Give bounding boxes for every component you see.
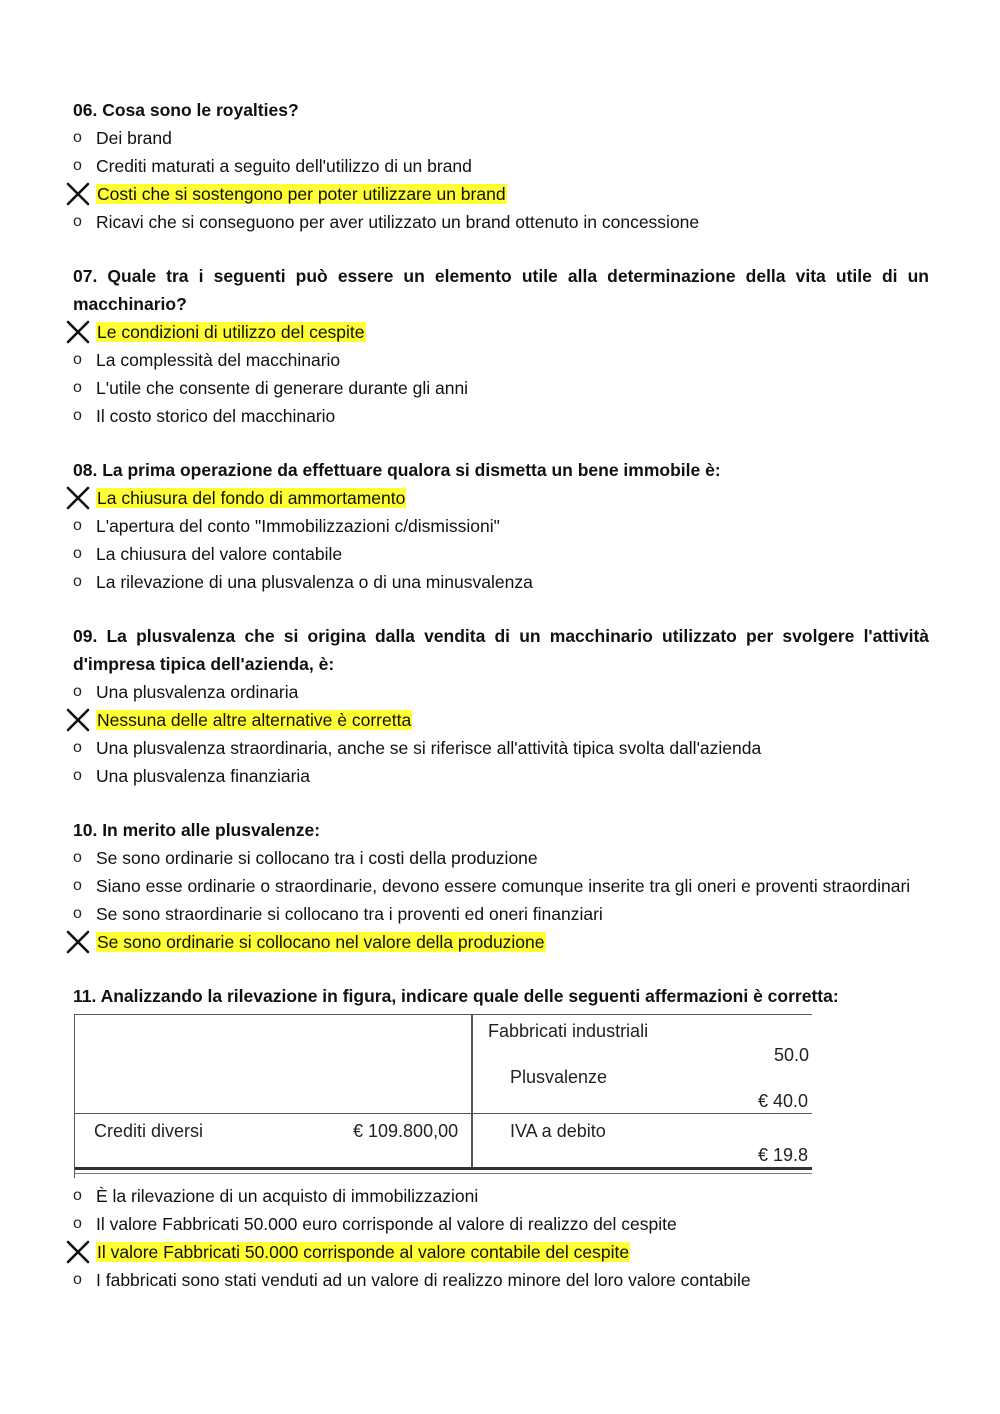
question-09 xyxy=(73,622,929,790)
answer-options xyxy=(73,124,929,236)
answer-text: Il costo storico del macchinario xyxy=(96,406,336,426)
question-title: 10. In merito alle plusvalenze: xyxy=(73,820,321,840)
answer-options xyxy=(73,678,929,790)
question-title: 07. Quale tra i seguenti può essere un elemento utile alla determinazione della vita utile di un macchinario? xyxy=(73,266,929,314)
answer-option-selected[interactable] xyxy=(73,484,929,512)
radio-bullet-icon: o xyxy=(73,545,82,562)
radio-bullet-icon: o xyxy=(73,517,82,534)
answer-option[interactable] xyxy=(73,152,929,180)
answer-text: La complessità del macchinario xyxy=(96,350,341,370)
question-title: 06. Cosa sono le royalties? xyxy=(73,100,299,120)
answer-option[interactable] xyxy=(73,568,929,596)
answer-text: Nessuna delle altre alternative è corretta xyxy=(97,710,412,730)
figure-bottom-rule xyxy=(75,1167,812,1170)
cross-mark-icon xyxy=(65,319,91,345)
radio-bullet-icon: o xyxy=(73,905,82,922)
answer-text: I fabbricati sono stati venduti ad un valore di realizzo minore del loro valore contabile xyxy=(96,1270,751,1290)
radio-bullet-icon: o xyxy=(73,129,82,146)
radio-bullet-icon: o xyxy=(73,877,82,894)
cross-mark-icon xyxy=(65,929,91,955)
answer-option[interactable] xyxy=(73,540,929,568)
cross-mark-icon xyxy=(65,181,91,207)
figure-divider-vertical xyxy=(471,1015,473,1167)
question-07 xyxy=(73,262,929,430)
answer-option[interactable] xyxy=(73,678,929,706)
answer-option[interactable] xyxy=(73,208,929,236)
account-label-plusvalenze: Plusvalenze xyxy=(510,1067,608,1087)
answer-text: Ricavi che si conseguono per aver utilizzato un brand ottenuto in concessione xyxy=(96,212,700,232)
account-label-iva: IVA a debito xyxy=(510,1121,606,1141)
answer-option-selected[interactable] xyxy=(73,318,929,346)
figure-bottom-rule-thin xyxy=(75,1173,812,1174)
radio-bullet-icon: o xyxy=(73,213,82,230)
answer-options xyxy=(73,844,929,956)
answer-options xyxy=(73,484,929,596)
question-title: 11. Analizzando la rilevazione in figura, indicare quale delle seguenti affermazioni è corretta: xyxy=(73,986,839,1006)
cross-mark-icon xyxy=(65,707,91,733)
answer-text: La chiusura del valore contabile xyxy=(96,544,343,564)
quiz-page xyxy=(73,96,929,1320)
radio-bullet-icon: o xyxy=(73,767,82,784)
radio-bullet-icon: o xyxy=(73,683,82,700)
answer-option[interactable] xyxy=(73,762,929,790)
answer-option-selected[interactable] xyxy=(73,1238,929,1266)
answer-option[interactable] xyxy=(73,734,929,762)
answer-text: È la rilevazione di un acquisto di immobilizzazioni xyxy=(96,1186,479,1206)
answer-text: Una plusvalenza straordinaria, anche se si riferisce all'attività tipica svolta dall'azienda xyxy=(96,738,762,758)
answer-text: Dei brand xyxy=(96,128,172,148)
answer-options xyxy=(73,1182,929,1294)
answer-text: Se sono ordinarie si collocano nel valore della produzione xyxy=(97,932,545,952)
answer-option-selected[interactable] xyxy=(73,928,929,956)
question-06 xyxy=(73,96,929,236)
account-value-crediti: € 109.800,00 xyxy=(353,1121,459,1141)
answer-option-selected[interactable] xyxy=(73,180,929,208)
answer-text: Siano esse ordinarie o straordinarie, devono essere comunque inserite tra gli oneri e proventi straordinari xyxy=(96,876,911,896)
answer-text: Costi che si sostengono per poter utilizzare un brand xyxy=(97,184,506,204)
account-value-fabbricati: 50.0 xyxy=(774,1045,810,1065)
question-08 xyxy=(73,456,929,596)
radio-bullet-icon: o xyxy=(73,351,82,368)
answer-text: L'apertura del conto "Immobilizzazioni c/dismissioni" xyxy=(96,516,500,536)
question-11 xyxy=(73,982,929,1294)
answer-text: Il valore Fabbricati 50.000 corrisponde al valore contabile del cespite xyxy=(97,1242,630,1262)
cross-mark-icon xyxy=(65,485,91,511)
answer-text: Una plusvalenza finanziaria xyxy=(96,766,311,786)
radio-bullet-icon: o xyxy=(73,849,82,866)
answer-text: L'utile che consente di generare durante gli anni xyxy=(96,378,469,398)
answer-options xyxy=(73,318,929,430)
answer-text: La chiusura del fondo di ammortamento xyxy=(97,488,406,508)
radio-bullet-icon: o xyxy=(73,157,82,174)
answer-option[interactable] xyxy=(73,346,929,374)
answer-text: La rilevazione di una plusvalenza o di una minusvalenza xyxy=(96,572,533,592)
radio-bullet-icon: o xyxy=(73,1187,82,1204)
figure-divider-horizontal xyxy=(75,1113,812,1114)
account-label-crediti: Crediti diversi xyxy=(94,1121,204,1141)
account-value-iva: € 19.8 xyxy=(758,1145,809,1165)
radio-bullet-icon: o xyxy=(73,379,82,396)
cross-mark-icon xyxy=(65,1239,91,1265)
answer-text: Se sono ordinarie si collocano tra i costi della produzione xyxy=(96,848,538,868)
answer-option[interactable] xyxy=(73,124,929,152)
answer-option[interactable] xyxy=(73,844,929,872)
radio-bullet-icon: o xyxy=(73,573,82,590)
answer-option[interactable] xyxy=(73,374,929,402)
answer-text: Se sono straordinarie si collocano tra i proventi ed oneri finanziari xyxy=(96,904,603,924)
answer-option[interactable] xyxy=(73,1266,929,1294)
answer-option-selected[interactable] xyxy=(73,706,929,734)
answer-text: Le condizioni di utilizzo del cespite xyxy=(97,322,365,342)
radio-bullet-icon: o xyxy=(73,1215,82,1232)
answer-option[interactable] xyxy=(73,512,929,540)
account-value-plusvalenze: € 40.0 xyxy=(758,1091,809,1111)
answer-option[interactable] xyxy=(73,900,929,928)
question-title: 08. La prima operazione da effettuare qualora si dismetta un bene immobile è: xyxy=(73,460,721,480)
answer-option[interactable] xyxy=(73,402,929,430)
question-title: 09. La plusvalenza che si origina dalla vendita di un macchinario utilizzato per svolgere l'attività d'impresa tipica dell'azienda, è: xyxy=(73,626,929,674)
question-10 xyxy=(73,816,929,956)
radio-bullet-icon: o xyxy=(73,739,82,756)
answer-text: Crediti maturati a seguito dell'utilizzo di un brand xyxy=(96,156,472,176)
radio-bullet-icon: o xyxy=(73,1271,82,1288)
account-label-fabbricati: Fabbricati industriali xyxy=(488,1021,649,1041)
answer-option[interactable] xyxy=(73,872,929,900)
answer-option[interactable] xyxy=(73,1210,929,1238)
answer-text: Una plusvalenza ordinaria xyxy=(96,682,299,702)
ledger-entry-figure xyxy=(74,1014,812,1178)
answer-option[interactable] xyxy=(73,1182,929,1210)
answer-text: Il valore Fabbricati 50.000 euro corrisponde al valore di realizzo del cespite xyxy=(96,1214,677,1234)
radio-bullet-icon: o xyxy=(73,407,82,424)
